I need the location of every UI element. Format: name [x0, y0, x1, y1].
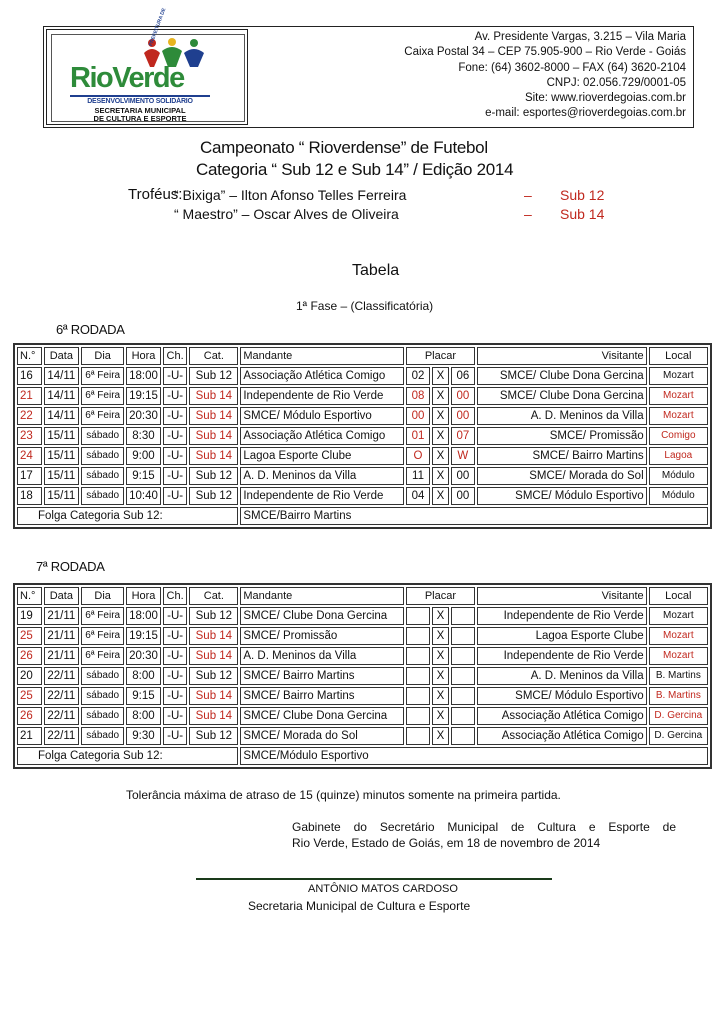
match-time: 19:15: [126, 627, 161, 645]
score-home: [406, 647, 431, 665]
col-mandante: Mandante: [240, 587, 403, 605]
match-date: 14/11: [44, 407, 80, 425]
match-category: Sub 12: [189, 607, 238, 625]
home-team: SMCE/ Bairro Martins: [240, 687, 403, 705]
away-team: A. D. Meninos da Villa: [477, 667, 647, 685]
match-ch: -U-: [163, 627, 188, 645]
match-category: Sub 14: [189, 387, 238, 405]
score-away: [451, 687, 476, 705]
away-team: Independente de Rio Verde: [477, 607, 647, 625]
table-row: [17, 387, 708, 405]
match-date: 21/11: [44, 627, 80, 645]
match-venue: Módulo: [649, 467, 708, 485]
match-ch: -U-: [163, 647, 188, 665]
match-venue: Mozart: [649, 647, 708, 665]
col-n: N.°: [17, 587, 42, 605]
match-day: 6ª Feira: [81, 407, 124, 425]
match-time: 9:00: [126, 447, 161, 465]
home-team: Independente de Rio Verde: [240, 487, 403, 505]
home-team: Associação Atlética Comigo: [240, 367, 403, 385]
match-time: 8:00: [126, 707, 161, 725]
score-home: 02: [406, 367, 431, 385]
match-number: 19: [17, 607, 42, 625]
score-home: 04: [406, 487, 431, 505]
table-row: [17, 607, 708, 625]
match-ch: -U-: [163, 367, 188, 385]
score-x: X: [432, 467, 448, 485]
table-row: [17, 367, 708, 385]
table-header-row: [17, 587, 708, 605]
match-ch: -U-: [163, 707, 188, 725]
match-category: Sub 14: [189, 407, 238, 425]
match-ch: -U-: [163, 447, 188, 465]
match-category: Sub 14: [189, 427, 238, 445]
match-category: Sub 14: [189, 687, 238, 705]
match-category: Sub 12: [189, 727, 238, 745]
score-x: X: [432, 647, 448, 665]
match-date: 22/11: [44, 727, 80, 745]
col-data: Data: [44, 587, 80, 605]
logo-frame: [51, 7, 245, 123]
contact-block: [250, 30, 686, 122]
match-time: 20:30: [126, 647, 161, 665]
score-home: [406, 707, 431, 725]
home-team: SMCE/ Módulo Esportivo: [240, 407, 403, 425]
score-home: [406, 627, 431, 645]
col-hora: Hora: [126, 347, 161, 365]
score-away: [451, 707, 476, 725]
match-date: 21/11: [44, 607, 80, 625]
match-day: 6ª Feira: [81, 607, 124, 625]
match-category: Sub 14: [189, 627, 238, 645]
trophy-1-category: Sub 12: [560, 187, 605, 203]
col-n: N.°: [17, 347, 42, 365]
match-category: Sub 14: [189, 647, 238, 665]
away-team: SMCE/ Promissão: [477, 427, 647, 445]
col-dia: Dia: [81, 347, 124, 365]
match-date: 14/11: [44, 387, 80, 405]
home-team: SMCE/ Bairro Martins: [240, 667, 403, 685]
match-date: 22/11: [44, 707, 80, 725]
logo-prefeitura: PREFEITURA DE: [148, 7, 168, 48]
match-day: sábado: [81, 687, 124, 705]
match-number: 16: [17, 367, 42, 385]
match-number: 25: [17, 687, 42, 705]
match-day: sábado: [81, 727, 124, 745]
match-time: 19:15: [126, 387, 161, 405]
match-venue: B. Martins: [649, 687, 708, 705]
col-ch: Ch.: [163, 347, 188, 365]
signature-line: [196, 878, 552, 880]
trophy-2-name: “ Maestro” – Oscar Alves de Oliveira: [174, 206, 399, 222]
match-category: Sub 12: [189, 487, 238, 505]
score-x: X: [432, 727, 448, 745]
away-team: Associação Atlética Comigo: [477, 727, 647, 745]
col-mandante: Mandante: [240, 347, 403, 365]
col-dia: Dia: [81, 587, 124, 605]
score-away: [451, 627, 476, 645]
match-date: 21/11: [44, 647, 80, 665]
match-ch: -U-: [163, 407, 188, 425]
match-category: Sub 12: [189, 667, 238, 685]
tabela-heading: Tabela: [352, 262, 400, 279]
match-date: 15/11: [44, 447, 80, 465]
table-row: [17, 707, 708, 725]
match-day: sábado: [81, 427, 124, 445]
contact-postal: Caixa Postal 34 – CEP 75.905-900 – Rio Verde - Goiás: [404, 46, 686, 59]
match-day: 6ª Feira: [81, 627, 124, 645]
match-day: 6ª Feira: [81, 647, 124, 665]
col-data: Data: [44, 347, 80, 365]
match-time: 9:15: [126, 687, 161, 705]
match-venue: Mozart: [649, 627, 708, 645]
trophy-2-dash: –: [524, 206, 532, 222]
away-team: Independente de Rio Verde: [477, 647, 647, 665]
contact-phone: Fone: (64) 3602-8000 – FAX (64) 3620-2104: [458, 61, 686, 74]
match-date: 15/11: [44, 487, 80, 505]
table-row: [17, 447, 708, 465]
col-placar: Placar: [406, 347, 475, 365]
tolerancia-note: Tolerância máxima de atraso de 15 (quinze) minutos somente na primeira partida.: [126, 788, 561, 802]
score-away: 00: [451, 467, 476, 485]
match-ch: -U-: [163, 387, 188, 405]
match-ch: -U-: [163, 727, 188, 745]
match-day: sábado: [81, 447, 124, 465]
match-category: Sub 14: [189, 447, 238, 465]
match-venue: Mozart: [649, 387, 708, 405]
score-home: [406, 607, 431, 625]
contact-address: Av. Presidente Vargas, 3.215 – Vila Maria: [474, 31, 686, 43]
score-away: 00: [451, 487, 476, 505]
score-home: 08: [406, 387, 431, 405]
contact-site: Site: www.rioverdegoias.com.br: [524, 92, 686, 105]
match-venue: D. Gercina: [649, 727, 708, 745]
away-team: SMCE/ Módulo Esportivo: [477, 487, 647, 505]
signer-name: ANTÔNIO MATOS CARDOSO: [308, 883, 458, 895]
col-local: Local: [649, 347, 708, 365]
score-away: [451, 647, 476, 665]
contact-cnpj: CNPJ: 02.056.729/0001-05: [546, 76, 686, 89]
rodada-7-table: [13, 583, 712, 769]
signer-role: Secretaria Municipal de Cultura e Esporte: [248, 899, 471, 913]
match-venue: B. Martins: [649, 667, 708, 685]
score-x: X: [432, 667, 448, 685]
table-row: [17, 667, 708, 685]
match-number: 18: [17, 487, 42, 505]
folga-row: [17, 747, 708, 765]
match-date: 15/11: [44, 427, 80, 445]
score-away: [451, 667, 476, 685]
away-team: Lagoa Esporte Clube: [477, 627, 647, 645]
match-time: 9:15: [126, 467, 161, 485]
match-day: sábado: [81, 467, 124, 485]
home-team: Independente de Rio Verde: [240, 387, 403, 405]
match-date: 22/11: [44, 667, 80, 685]
contact-email: e-mail: esportes@rioverdegoias.com.br: [485, 107, 686, 120]
home-team: SMCE/ Morada do Sol: [240, 727, 403, 745]
match-day: sábado: [81, 707, 124, 725]
away-team: SMCE/ Morada do Sol: [477, 467, 647, 485]
folga-team: SMCE/Módulo Esportivo: [240, 747, 708, 765]
score-x: X: [432, 447, 448, 465]
match-category: Sub 12: [189, 467, 238, 485]
score-home: 00: [406, 407, 431, 425]
home-team: A. D. Meninos da Villa: [240, 467, 403, 485]
home-team: SMCE/ Clube Dona Gercina: [240, 707, 403, 725]
logo-panel: [46, 7, 248, 125]
score-away: [451, 607, 476, 625]
match-number: 20: [17, 667, 42, 685]
match-number: 17: [17, 467, 42, 485]
table-row: [17, 427, 708, 445]
score-x: X: [432, 427, 448, 445]
score-x: X: [432, 407, 448, 425]
match-number: 24: [17, 447, 42, 465]
score-home: 11: [406, 467, 431, 485]
match-time: 9:30: [126, 727, 161, 745]
table-row: [17, 627, 708, 645]
score-away: 07: [451, 427, 476, 445]
away-team: SMCE/ Clube Dona Gercina: [477, 387, 647, 405]
score-home: [406, 727, 431, 745]
category-title: Categoria “ Sub 12 e Sub 14” / Edição 2014: [196, 160, 514, 179]
match-category: Sub 12: [189, 367, 238, 385]
score-x: X: [432, 687, 448, 705]
logo-slogan: DESENVOLVIMENTO SOLIDÁRIO: [70, 95, 210, 105]
home-team: Associação Atlética Comigo: [240, 427, 403, 445]
table-row: [17, 727, 708, 745]
col-hora: Hora: [126, 587, 161, 605]
col-visitante: Visitante: [477, 587, 647, 605]
table-row: [17, 687, 708, 705]
logo-department-line1: SECRETARIA MUNICIPAL: [94, 106, 186, 115]
trophy-1-dash: –: [524, 187, 532, 203]
logo-department: [70, 107, 210, 123]
table-row: [17, 407, 708, 425]
match-venue: Mozart: [649, 367, 708, 385]
fase-label: 1ª Fase – (Classificatória): [296, 299, 434, 313]
match-ch: -U-: [163, 687, 188, 705]
score-x: X: [432, 487, 448, 505]
trophy-1-name: “ Bixiga” – Ilton Afonso Telles Ferreira: [174, 187, 407, 203]
match-ch: -U-: [163, 467, 188, 485]
match-time: 8:00: [126, 667, 161, 685]
match-number: 26: [17, 647, 42, 665]
col-placar: Placar: [406, 587, 475, 605]
away-team: SMCE/ Clube Dona Gercina: [477, 367, 647, 385]
home-team: A. D. Meninos da Villa: [240, 647, 403, 665]
score-away: 00: [451, 407, 476, 425]
score-away: [451, 727, 476, 745]
away-team: SMCE/ Bairro Martins: [477, 447, 647, 465]
gabinete-line1: Gabinete do Secretário Municipal de Cultura e Esporte de: [292, 820, 676, 834]
trophies-label: Troféus:: [128, 186, 183, 203]
rodada-6-table: [13, 343, 712, 529]
folga-row: [17, 507, 708, 525]
rodada-7-title: 7ª RODADA: [36, 559, 105, 574]
home-team: SMCE/ Promissão: [240, 627, 403, 645]
col-local: Local: [649, 587, 708, 605]
championship-title: Campeonato “ Rioverdense” de Futebol: [200, 138, 488, 157]
match-category: Sub 14: [189, 707, 238, 725]
folga-team: SMCE/Bairro Martins: [240, 507, 708, 525]
score-x: X: [432, 607, 448, 625]
away-team: SMCE/ Módulo Esportivo: [477, 687, 647, 705]
score-x: X: [432, 627, 448, 645]
match-number: 21: [17, 387, 42, 405]
match-venue: Lagoa: [649, 447, 708, 465]
match-number: 22: [17, 407, 42, 425]
match-venue: Mozart: [649, 407, 708, 425]
score-away: W: [451, 447, 476, 465]
match-ch: -U-: [163, 667, 188, 685]
match-number: 25: [17, 627, 42, 645]
table-row: [17, 647, 708, 665]
match-time: 18:00: [126, 607, 161, 625]
match-venue: Comigo: [649, 427, 708, 445]
match-day: sábado: [81, 667, 124, 685]
match-time: 8:30: [126, 427, 161, 445]
score-away: 06: [451, 367, 476, 385]
home-team: Lagoa Esporte Clube: [240, 447, 403, 465]
match-time: 20:30: [126, 407, 161, 425]
score-home: O: [406, 447, 431, 465]
table-row: [17, 467, 708, 485]
col-ch: Ch.: [163, 587, 188, 605]
match-day: 6ª Feira: [81, 367, 124, 385]
col-cat: Cat.: [189, 587, 238, 605]
col-visitante: Visitante: [477, 347, 647, 365]
match-venue: D. Gercina: [649, 707, 708, 725]
folga-label: Folga Categoria Sub 12:: [17, 747, 238, 765]
match-ch: -U-: [163, 487, 188, 505]
table-row: [17, 487, 708, 505]
away-team: Associação Atlética Comigo: [477, 707, 647, 725]
score-home: 01: [406, 427, 431, 445]
match-venue: Mozart: [649, 607, 708, 625]
score-away: 00: [451, 387, 476, 405]
logo-department-line2: DE CULTURA E ESPORTE: [93, 114, 187, 123]
score-x: X: [432, 387, 448, 405]
score-home: [406, 687, 431, 705]
match-date: 15/11: [44, 467, 80, 485]
score-x: X: [432, 367, 448, 385]
away-team: A. D. Meninos da Villa: [477, 407, 647, 425]
score-home: [406, 667, 431, 685]
rodada-6-title: 6ª RODADA: [56, 322, 125, 337]
table-header-row: [17, 347, 708, 365]
score-x: X: [432, 707, 448, 725]
match-date: 14/11: [44, 367, 80, 385]
match-day: 6ª Feira: [81, 387, 124, 405]
match-time: 18:00: [126, 367, 161, 385]
match-number: 21: [17, 727, 42, 745]
trophy-2-category: Sub 14: [560, 206, 605, 222]
gabinete-line2: Rio Verde, Estado de Goiás, em 18 de novembro de 2014: [292, 836, 601, 850]
home-team: SMCE/ Clube Dona Gercina: [240, 607, 403, 625]
match-time: 10:40: [126, 487, 161, 505]
folga-label: Folga Categoria Sub 12:: [17, 507, 238, 525]
match-date: 22/11: [44, 687, 80, 705]
match-day: sábado: [81, 487, 124, 505]
logo-title: RioVerde: [70, 62, 184, 94]
match-number: 26: [17, 707, 42, 725]
match-ch: -U-: [163, 427, 188, 445]
match-venue: Módulo: [649, 487, 708, 505]
match-ch: -U-: [163, 607, 188, 625]
match-number: 23: [17, 427, 42, 445]
col-cat: Cat.: [189, 347, 238, 365]
